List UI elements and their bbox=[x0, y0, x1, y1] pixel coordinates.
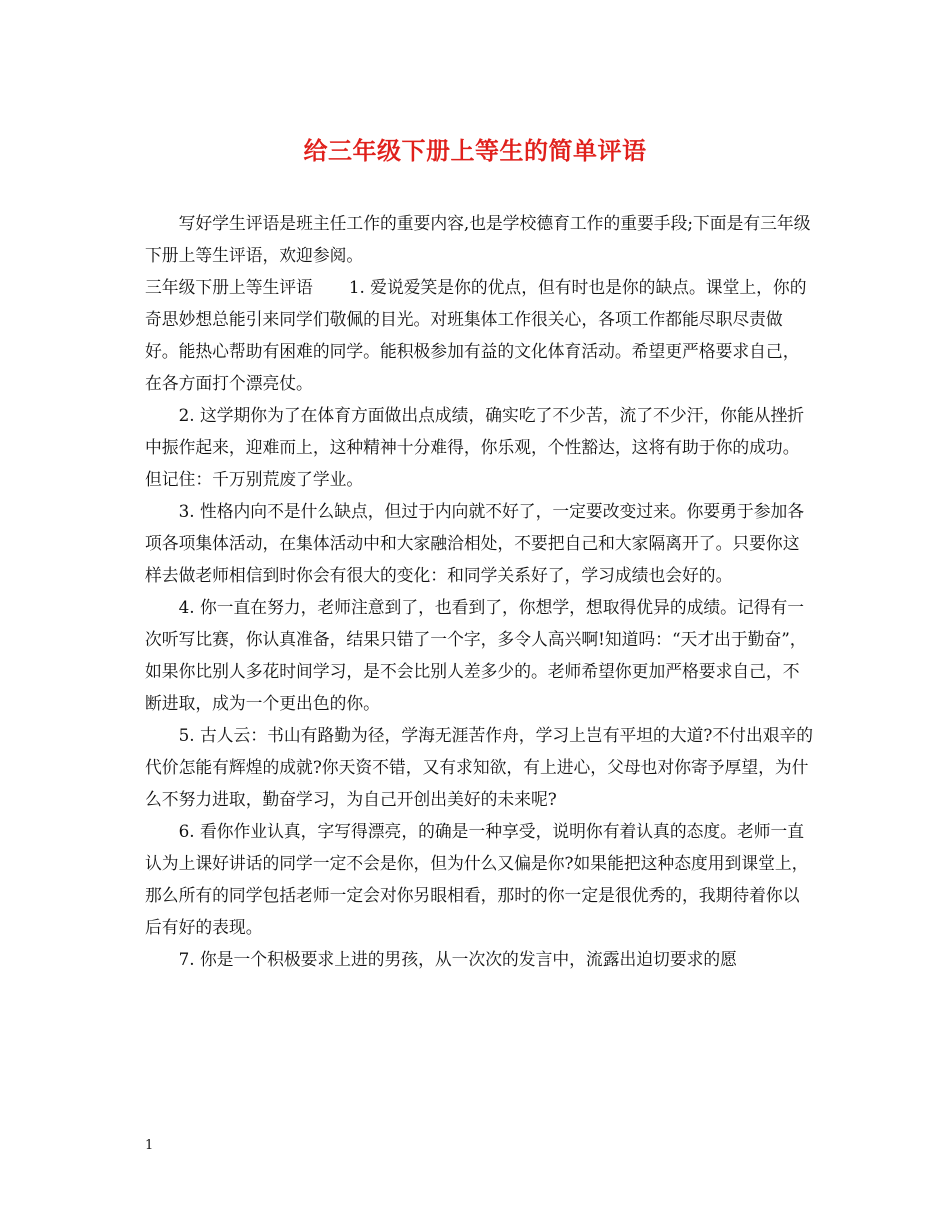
section-heading: 三年级下册上等生评语 bbox=[145, 277, 313, 297]
comment-item-3: 3. 性格内向不是什么缺点，但过于内向就不好了，一定要改变过来。你要勇于参加各项各项集体活动，在集体活动中和大家融洽相处，不要把自己和大家隔离开了。只要你这样去做老师相信到时你会有很大的变化：和同学关系好了，学习成绩也会好的。 bbox=[145, 501, 805, 585]
comment-item-2: 2. 这学期你为了在体育方面做出点成绩，确实吃了不少苦，流了不少汗，你能从挫折中振作起来，迎难而上，这种精神十分难得，你乐观，个性豁达，这将有助于你的成功。但记住：千万别荒废了学业。 bbox=[145, 405, 805, 489]
comment-item-7: 7. 你是一个积极要求上进的男孩，从一次次的发言中，流露出迫切要求的愿 bbox=[178, 949, 737, 969]
first-entry-paragraph bbox=[145, 271, 815, 399]
document-body bbox=[145, 207, 815, 975]
comment-item-1: 1. 爱说爱笑是你的优点，但有时也是你的缺点。课堂上，你的奇思妙想总能引来同学们敬佩的目光。对班集体工作很关心，各项工作都能尽职尽责做好。能热心帮助有困难的同学。能积极参加有益的文化体育活动。希望更严格要求自己，在各方面打个漂亮仗。 bbox=[145, 277, 807, 393]
comment-item-5: 5. 古人云：书山有路勤为径，学海无涯苦作舟，学习上岂有平坦的大道?不付出艰辛的代价怎能有辉煌的成就?你天资不错，又有求知欲，有上进心，父母也对你寄予厚望，为什么不努力进取，勤奋学习，为自己开创出美好的未来呢? bbox=[145, 725, 814, 809]
comment-item-6: 6. 看你作业认真，字写得漂亮，的确是一种享受，说明你有着认真的态度。老师一直认为上课好讲话的同学一定不会是你，但为什么又偏是你?如果能把这种态度用到课堂上，那么所有的同学包括老师一定会对你另眼相看，那时的你一定是很优秀的，我期待着你以后有好的表现。 bbox=[145, 821, 809, 937]
comment-item-4: 4. 你一直在努力，老师注意到了，也看到了，你想学，想取得优异的成绩。记得有一次听写比赛，你认真准备，结果只错了一个字，多令人高兴啊!知道吗：“天才出于勤奋”， 如果你比别人多花时间学习，是不会比别人差多少的。老师希望你更加严格要求自己，不断进取，成为一个更出色的你。 bbox=[145, 597, 807, 713]
intro-paragraph: 写好学生评语是班主任工作的重要内容,也是学校德育工作的重要手段;下面是有三年级下册上等生评语，欢迎参阅。 bbox=[145, 213, 811, 265]
document-title: 给三年级下册上等生的简单评语 bbox=[303, 136, 647, 165]
page-number: 1 bbox=[145, 1138, 154, 1153]
